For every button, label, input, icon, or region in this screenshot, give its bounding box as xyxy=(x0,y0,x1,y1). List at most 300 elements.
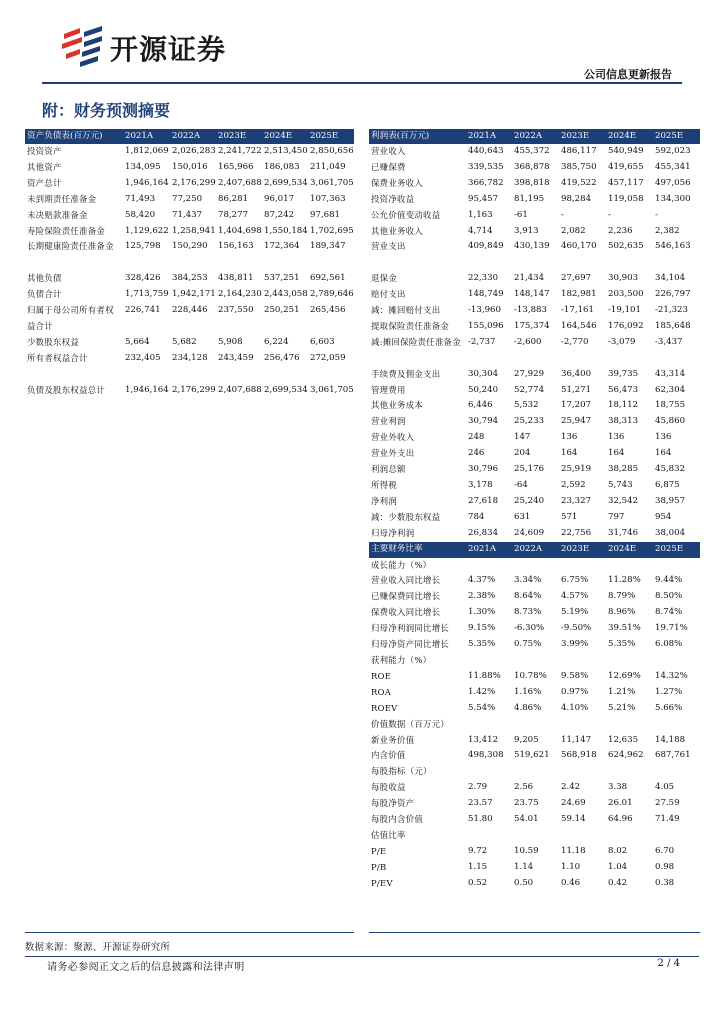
row-label-cell: 利润总额 xyxy=(371,464,406,475)
table-row xyxy=(369,653,700,669)
value-cell: 51.80 xyxy=(468,814,493,825)
value-cell: 486,117 xyxy=(561,146,597,156)
value-cell: 0.97% xyxy=(561,686,589,697)
row-label-cell: 营业利润 xyxy=(371,416,406,427)
value-cell: 3.99% xyxy=(561,639,589,650)
value-cell: 25,947 xyxy=(561,416,592,427)
logo-text: 开源证券 xyxy=(110,33,227,66)
value-cell: 455,372 xyxy=(514,146,550,156)
table-row xyxy=(369,192,700,208)
value-cell: 6,875 xyxy=(655,480,680,490)
value-cell: 2,513,450 xyxy=(264,146,308,156)
value-cell: 546,163 xyxy=(655,241,691,252)
table-row xyxy=(369,605,700,621)
table-row xyxy=(25,303,354,335)
value-cell: 784 xyxy=(468,511,485,522)
value-cell xyxy=(653,558,700,574)
value-cell: 1,404,698 xyxy=(218,225,262,236)
table-row xyxy=(369,398,700,414)
row-label-cell: 资产总计 xyxy=(27,177,62,188)
value-cell: 540,949 xyxy=(608,146,644,156)
value-cell xyxy=(606,653,653,669)
table-row xyxy=(25,208,354,224)
value-cell: 0.98 xyxy=(655,861,675,872)
value-cell: 36,400 xyxy=(561,368,592,379)
row-label-cell: 公允价值变动收益 xyxy=(371,209,441,220)
value-cell: 176,092 xyxy=(608,320,644,331)
row-label-cell xyxy=(25,367,123,383)
table-row xyxy=(369,160,700,176)
value-cell: 8.79% xyxy=(608,591,636,602)
value-cell: 1.42% xyxy=(468,686,496,697)
value-cell xyxy=(466,828,512,844)
table-row xyxy=(25,335,354,351)
value-cell: 5.66% xyxy=(655,702,683,713)
table-row xyxy=(369,478,700,494)
year-header-cell: 2022A xyxy=(512,129,559,144)
value-cell: 11.88% xyxy=(468,670,501,681)
value-cell: 125,798 xyxy=(125,241,161,252)
value-cell xyxy=(466,653,512,669)
value-cell: 339,535 xyxy=(468,161,504,172)
value-cell: 1,258,941 xyxy=(172,225,216,236)
year-header-cell: 2021A xyxy=(466,542,512,558)
value-cell: 2,082 xyxy=(561,225,586,236)
value-cell: 8.02 xyxy=(608,845,628,856)
table-row xyxy=(369,144,700,160)
table-row xyxy=(369,335,700,367)
value-cell: 2,850,656 xyxy=(310,146,354,156)
row-label-cell: ROE xyxy=(371,670,392,681)
row-label-cell: 新业务价值 xyxy=(371,734,415,745)
value-cell: 1.16% xyxy=(514,686,542,697)
value-cell xyxy=(216,367,262,383)
row-label-cell: 投资资产 xyxy=(27,146,62,156)
value-cell: 1,702,695 xyxy=(310,225,354,236)
row-label-cell: P/E xyxy=(371,845,387,856)
value-cell: 4.57% xyxy=(561,591,589,602)
value-cell: 155,096 xyxy=(468,320,504,331)
value-cell: -64 xyxy=(514,480,528,490)
row-label-cell: 保费业务收入 xyxy=(371,177,424,188)
value-cell: 6.70 xyxy=(655,845,675,856)
value-cell: 5.35% xyxy=(468,639,496,650)
value-cell: 43,314 xyxy=(655,368,686,379)
table-row xyxy=(369,860,700,876)
row-label-cell: 营业外收入 xyxy=(371,432,415,443)
logo-mark-icon xyxy=(58,24,106,70)
value-cell: 385,750 xyxy=(561,161,597,172)
value-cell: 77,250 xyxy=(172,193,203,204)
row-label-cell: 营业外支出 xyxy=(371,448,415,459)
value-cell: 148,147 xyxy=(514,289,550,300)
row-label-cell: 价值数据（百万元） xyxy=(371,718,450,729)
value-cell: 6.75% xyxy=(561,575,589,586)
value-cell: 624,962 xyxy=(608,750,644,761)
value-cell xyxy=(123,367,170,383)
row-label-cell: 少数股东权益 xyxy=(27,336,80,347)
value-cell: 2,236 xyxy=(608,225,633,236)
value-cell: 237,550 xyxy=(218,305,254,316)
value-cell: 30,794 xyxy=(468,416,499,427)
row-label-cell: P/EV xyxy=(371,877,393,888)
value-cell: 272,059 xyxy=(310,352,346,363)
value-cell: 13,412 xyxy=(468,734,499,745)
value-cell: 34,104 xyxy=(655,273,686,284)
table-row xyxy=(369,780,700,796)
table-row xyxy=(369,669,700,685)
value-cell: 9.44% xyxy=(655,575,683,586)
value-cell: 246 xyxy=(468,448,485,459)
value-cell: 25,176 xyxy=(514,464,545,475)
value-cell: 30,796 xyxy=(468,464,499,475)
value-cell: 3.34% xyxy=(514,575,542,586)
value-cell: 1,812,069 xyxy=(125,146,169,156)
value-cell xyxy=(559,558,606,574)
row-label-cell: 其他资产 xyxy=(27,161,62,172)
footer-divider-right xyxy=(369,932,700,933)
value-cell: 6,224 xyxy=(264,336,289,347)
value-cell: 438,811 xyxy=(218,273,254,284)
row-label-cell: 负债合计 xyxy=(27,289,62,300)
value-cell: 22,756 xyxy=(561,527,592,538)
value-cell: -13,883 xyxy=(514,305,547,316)
value-cell: 134,095 xyxy=(125,161,161,172)
value-cell: 592,023 xyxy=(655,146,691,156)
value-cell: 2.38% xyxy=(468,591,496,602)
value-cell: 1,942,171 xyxy=(172,289,216,300)
value-cell: 226,797 xyxy=(655,289,691,300)
value-cell: 136 xyxy=(655,432,672,443)
value-cell: 59.14 xyxy=(561,814,586,825)
value-cell: -21,323 xyxy=(655,305,688,316)
value-cell: 5,743 xyxy=(608,480,633,490)
value-cell: 0.38 xyxy=(655,877,675,888)
row-label-cell: 营业收入 xyxy=(371,146,406,156)
report-type-label: 公司信息更新报告 xyxy=(584,68,672,81)
table-row xyxy=(369,733,700,749)
row-label-cell: 归母净资产同比增长 xyxy=(371,639,450,650)
value-cell: 419,522 xyxy=(561,177,597,188)
value-cell xyxy=(606,558,653,574)
value-cell: 4.37% xyxy=(468,575,496,586)
value-cell: 1,946,164 xyxy=(125,384,169,395)
value-cell: -2,737 xyxy=(468,336,496,347)
value-cell: 3,913 xyxy=(514,225,539,236)
value-cell xyxy=(512,558,559,574)
row-label-cell: 其他业务成本 xyxy=(371,400,424,411)
value-cell: 419,655 xyxy=(608,161,644,172)
value-cell: 2,592 xyxy=(561,480,586,490)
value-cell: 2,026,283 xyxy=(172,146,216,156)
ratios-title-cell: 主要财务比率 xyxy=(369,542,466,558)
value-cell xyxy=(262,367,308,383)
row-label-cell: 减：少数股东权益 xyxy=(371,511,441,522)
year-header-cell: 2023E xyxy=(216,129,262,144)
page-number: 2 / 4 xyxy=(657,958,680,969)
value-cell: 0.50 xyxy=(514,877,534,888)
value-cell: 98,284 xyxy=(561,193,592,204)
value-cell: 398,818 xyxy=(514,177,550,188)
value-cell: 248 xyxy=(468,432,485,443)
value-cell: 23,327 xyxy=(561,495,592,506)
value-cell: 457,117 xyxy=(608,177,644,188)
value-cell: 328,426 xyxy=(125,273,161,284)
value-cell: 2,407,688 xyxy=(218,384,262,395)
year-header-cell: 2024E xyxy=(606,129,653,144)
value-cell xyxy=(653,653,700,669)
value-cell xyxy=(466,558,512,574)
value-cell: 2,164,230 xyxy=(218,289,262,300)
row-label-cell: 减:摊回保险责任准备金 xyxy=(371,336,461,347)
value-cell: 164 xyxy=(561,448,578,459)
value-cell: 31,746 xyxy=(608,527,639,538)
value-cell: 502,635 xyxy=(608,241,644,252)
row-label-cell: P/B xyxy=(371,861,387,872)
value-cell: 2,789,646 xyxy=(310,289,354,300)
value-cell: 2,176,299 xyxy=(172,384,216,395)
table-row xyxy=(369,510,700,526)
value-cell: 87,242 xyxy=(264,209,295,220)
disclaimer-text: 请务必参阅正文之后的信息披露和法律声明 xyxy=(47,962,245,973)
table-row xyxy=(25,192,354,208)
value-cell: 455,341 xyxy=(655,161,691,172)
row-label-cell: 所得税 xyxy=(371,480,398,490)
value-cell: 497,056 xyxy=(655,177,691,188)
value-cell: 18,112 xyxy=(608,400,639,411)
value-cell: 71.49 xyxy=(655,814,680,825)
value-cell: 27,697 xyxy=(561,273,592,284)
value-cell: 5,532 xyxy=(514,400,539,411)
value-cell: 568,918 xyxy=(561,750,597,761)
value-cell: 71,437 xyxy=(172,209,203,220)
value-cell: 797 xyxy=(608,511,625,522)
value-cell: 211,049 xyxy=(310,161,346,172)
row-label-cell: ROEV xyxy=(371,702,398,713)
value-cell: 119,058 xyxy=(608,193,644,204)
value-cell: 2.42 xyxy=(561,782,581,793)
value-cell: 182,981 xyxy=(561,289,597,300)
value-cell: 5.21% xyxy=(608,702,636,713)
balance-sheet-table xyxy=(25,129,354,398)
value-cell: 8.74% xyxy=(655,607,683,618)
value-cell: 366,782 xyxy=(468,177,504,188)
table-row xyxy=(369,271,700,287)
value-cell: -19,101 xyxy=(608,305,641,316)
value-cell: 27,618 xyxy=(468,495,499,506)
value-cell: 22,330 xyxy=(468,273,499,284)
value-cell: 1,163 xyxy=(468,209,493,220)
value-cell: 4,714 xyxy=(468,225,493,236)
value-cell: 38,313 xyxy=(608,416,639,427)
table-row xyxy=(25,160,354,176)
value-cell: - xyxy=(608,209,611,220)
table-row xyxy=(369,319,700,335)
row-label-cell: 未决赔款准备金 xyxy=(27,209,88,220)
footer-divider-left xyxy=(25,932,354,933)
value-cell: 232,405 xyxy=(125,352,161,363)
table-row xyxy=(369,828,700,844)
value-cell: 56,473 xyxy=(608,384,639,395)
value-cell: 148,749 xyxy=(468,289,504,300)
row-label-cell: ROA xyxy=(371,686,392,697)
value-cell: 2.56 xyxy=(514,782,534,793)
table-row xyxy=(369,414,700,430)
company-logo xyxy=(58,24,268,70)
value-cell: 954 xyxy=(655,511,672,522)
row-label-cell: 估值比率 xyxy=(371,829,406,840)
value-cell: 368,878 xyxy=(514,161,550,172)
year-header-cell: 2023E xyxy=(559,129,606,144)
value-cell: 8.64% xyxy=(514,591,542,602)
value-cell: 24,609 xyxy=(514,527,545,538)
table-row xyxy=(369,876,700,892)
value-cell xyxy=(466,717,512,733)
value-cell: 21,434 xyxy=(514,273,545,284)
table-row xyxy=(25,271,354,287)
row-label-cell: 已赚保费 xyxy=(371,161,406,172)
row-label-cell: 减：摊回赔付支出 xyxy=(371,305,441,316)
value-cell: 6,603 xyxy=(310,336,335,347)
value-cell: -9.50% xyxy=(561,623,592,634)
value-cell: 52,774 xyxy=(514,384,545,395)
value-cell: 2,407,688 xyxy=(218,177,262,188)
value-cell: 631 xyxy=(514,511,531,522)
value-cell: 39.51% xyxy=(608,623,641,634)
table-row xyxy=(369,573,700,589)
table-row xyxy=(369,526,700,542)
value-cell: 26.01 xyxy=(608,798,633,809)
row-label-cell: 长期健康险责任准备金 xyxy=(27,241,114,252)
value-cell: 134,300 xyxy=(655,193,691,204)
value-cell: 384,253 xyxy=(172,273,208,284)
value-cell: 5,682 xyxy=(172,336,197,347)
value-cell: 45,860 xyxy=(655,416,686,427)
value-cell xyxy=(512,764,559,780)
row-label-cell: 手续费及佣金支出 xyxy=(371,368,441,379)
value-cell: 156,163 xyxy=(218,241,254,252)
value-cell: 18,755 xyxy=(655,400,686,411)
value-cell: 58,420 xyxy=(125,209,156,220)
year-header-cell: 2022A xyxy=(512,542,559,558)
table-row xyxy=(369,494,700,510)
value-cell: 150,290 xyxy=(172,241,208,252)
income-statement-header-row xyxy=(369,129,700,144)
value-cell: 96,017 xyxy=(264,193,295,204)
row-label-cell: 未到期责任准备金 xyxy=(27,193,97,204)
value-cell: 38,004 xyxy=(655,527,686,538)
value-cell: 78,277 xyxy=(218,209,249,220)
table-row xyxy=(25,383,354,399)
value-cell: 14.32% xyxy=(655,670,688,681)
value-cell: 0.75% xyxy=(514,639,542,650)
row-label-cell: 退保金 xyxy=(371,273,398,284)
value-cell: 9.58% xyxy=(561,670,589,681)
section-title: 附：财务预测摘要 xyxy=(42,101,171,120)
row-label-cell: 所有者权益合计 xyxy=(27,352,88,363)
value-cell: 25,919 xyxy=(561,464,592,475)
value-cell: - xyxy=(655,209,658,220)
value-cell: 1.04 xyxy=(608,861,628,872)
row-label-cell: 成长能力（%） xyxy=(371,559,432,570)
value-cell xyxy=(308,367,354,383)
table-row xyxy=(369,176,700,192)
value-cell xyxy=(466,764,512,780)
value-cell: 2,699,534 xyxy=(264,384,308,395)
table-row xyxy=(25,144,354,160)
value-cell: 165,966 xyxy=(218,161,254,172)
value-cell: 23.75 xyxy=(514,798,539,809)
value-cell xyxy=(170,367,216,383)
table-row xyxy=(369,367,700,383)
value-cell xyxy=(653,717,700,733)
value-cell: 8.50% xyxy=(655,591,683,602)
row-label-cell: 负债及股东权益总计 xyxy=(27,384,106,395)
value-cell: 9,205 xyxy=(514,734,539,745)
value-cell: 27.59 xyxy=(655,798,680,809)
table-row xyxy=(369,239,700,271)
header-divider xyxy=(42,82,682,84)
row-label-cell: 已赚保费同比增长 xyxy=(371,591,441,602)
value-cell: 2,443,058 xyxy=(264,289,308,300)
value-cell: 164 xyxy=(608,448,625,459)
value-cell: 147 xyxy=(514,432,531,443)
value-cell: 30,903 xyxy=(608,273,639,284)
value-cell: 687,761 xyxy=(655,750,691,761)
value-cell: 32,542 xyxy=(608,495,639,506)
value-cell: 1,946,164 xyxy=(125,177,169,188)
value-cell: 3.38 xyxy=(608,782,628,793)
row-label-cell: 每股净资产 xyxy=(371,798,415,809)
value-cell: 4.05 xyxy=(655,782,675,793)
value-cell xyxy=(653,828,700,844)
value-cell: 4.10% xyxy=(561,702,589,713)
value-cell: 38,957 xyxy=(655,495,686,506)
year-header-cell: 2025E xyxy=(308,129,354,144)
value-cell: 12,635 xyxy=(608,734,639,745)
row-label-cell: 寿险保险责任准备金 xyxy=(27,225,106,236)
year-header-cell: 2023E xyxy=(559,542,606,558)
value-cell xyxy=(606,764,653,780)
row-label-cell: 营业支出 xyxy=(371,241,406,252)
value-cell: 17,207 xyxy=(561,400,592,411)
row-label-cell: 每股指标（元） xyxy=(371,766,432,777)
row-label-cell: 净利润 xyxy=(371,495,398,506)
value-cell: 243,459 xyxy=(218,352,254,363)
value-cell: 4.86% xyxy=(514,702,542,713)
value-cell: -2,770 xyxy=(561,336,589,347)
table-row xyxy=(369,621,700,637)
table-row xyxy=(369,812,700,828)
value-cell: 5.54% xyxy=(468,702,496,713)
value-cell: - xyxy=(561,209,564,220)
value-cell: 64.96 xyxy=(608,814,633,825)
value-cell: 71,493 xyxy=(125,193,156,204)
table-title-cell: 利润表(百万元) xyxy=(369,129,466,144)
table-row xyxy=(369,287,700,303)
table-row xyxy=(25,239,354,271)
value-cell: 25,240 xyxy=(514,495,545,506)
value-cell: 27,929 xyxy=(514,368,545,379)
year-header-cell: 2025E xyxy=(653,542,700,558)
income-statement-table xyxy=(369,129,700,892)
value-cell: 95,457 xyxy=(468,193,499,204)
value-cell: 1.10 xyxy=(561,861,581,872)
table-row xyxy=(369,701,700,717)
value-cell: 11.18 xyxy=(561,845,586,856)
value-cell: 0.52 xyxy=(468,877,488,888)
value-cell: 3,178 xyxy=(468,480,493,490)
